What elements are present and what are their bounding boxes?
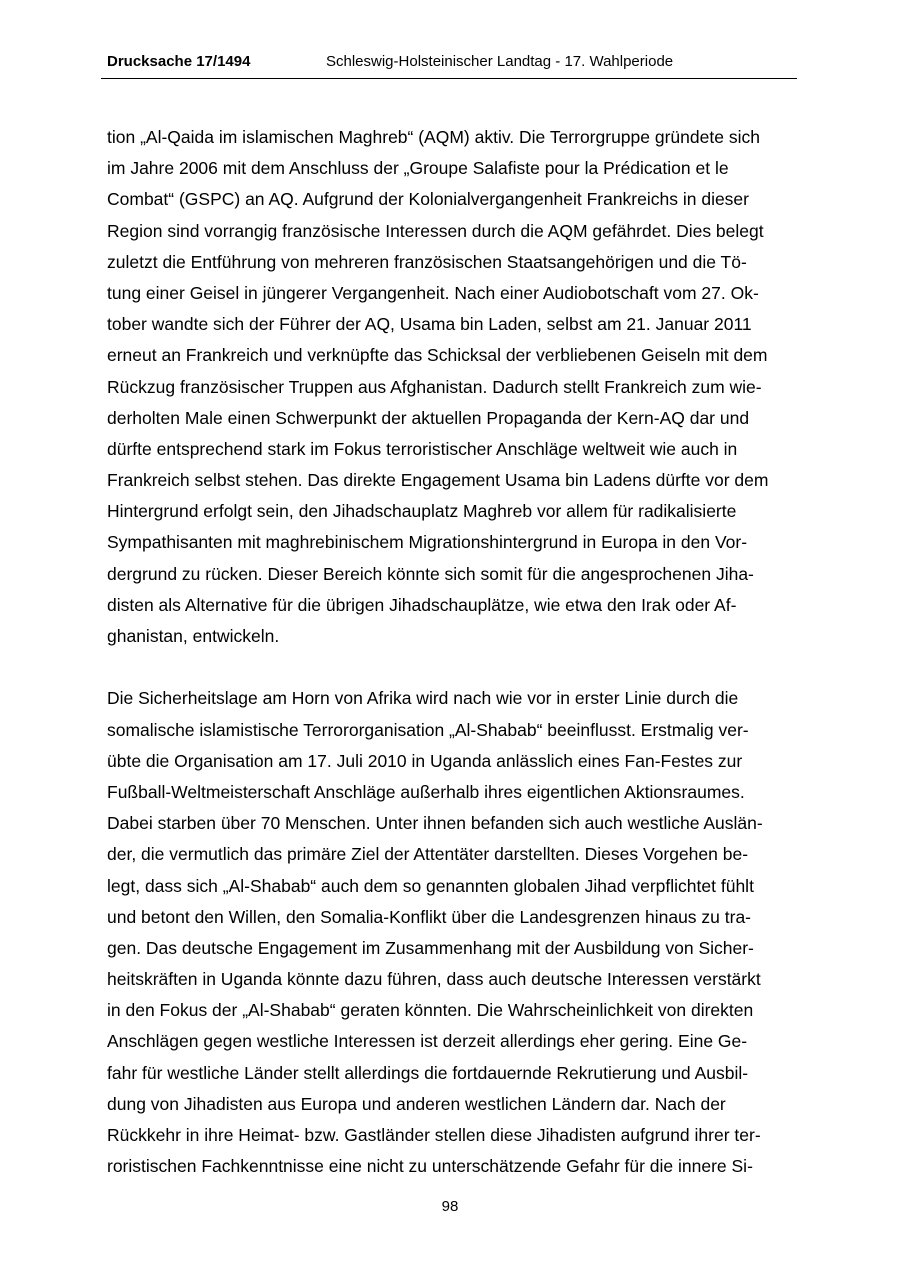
text-line: Frankreich selbst stehen. Das direkte Engagement Usama bin Ladens dürfte vor dem <box>107 470 769 491</box>
text-line: dergrund zu rücken. Dieser Bereich könnte sich somit für die angesprochenen Jiha- <box>107 563 754 584</box>
text-line: Rückkehr in ihre Heimat- bzw. Gastländer stellen diese Jihadisten aufgrund ihrer ter- <box>107 1125 761 1145</box>
text-line: in den Fokus der „Al-Shabab“ geraten könnten. Die Wahrscheinlichkeit von direkten <box>107 1000 754 1021</box>
text-line: Dabei starben über 70 Menschen. Unter ihnen befanden sich auch westliche Auslän- <box>107 813 763 834</box>
paragraph <box>107 122 807 652</box>
text-line: dürfte entsprechend stark im Fokus terroristischer Anschläge weltweit wie auch in <box>107 438 738 459</box>
text-line: Hintergrund erfolgt sein, den Jihadschauplatz Maghreb vor allem für radikalisierte <box>107 501 737 522</box>
text-line: Fußball-Weltmeisterschaft Anschläge außerhalb ihres eigentlichen Aktionsraumes. <box>107 781 745 802</box>
text-line: Sympathisanten mit maghrebinischem Migrationshintergrund in Europa in den Vor- <box>107 532 748 553</box>
text-line: fahr für westliche Länder stellt allerdings die fortdauernde Rekrutierung und Ausbil- <box>107 1062 749 1083</box>
text-line: und betont den Willen, den Somalia-Konflikt über die Landesgrenzen hinaus zu tra- <box>107 906 752 927</box>
text-line: Rückzug französischer Truppen aus Afghanistan. Dadurch stellt Frankreich zum wie- <box>107 376 762 397</box>
text-line: übte die Organisation am 17. Juli 2010 in Uganda anlässlich eines Fan-Festes zur <box>107 750 743 771</box>
document-number: Drucksache 17/1494 <box>107 53 251 70</box>
body-text <box>107 122 807 1182</box>
text-line: tung einer Geisel in jüngerer Vergangenheit. Nach einer Audiobotschaft vom 27. Ok- <box>107 282 759 303</box>
text-line: roristischen Fachkenntnisse eine nicht zu unterschätzende Gefahr für die innere Si- <box>107 1156 753 1177</box>
paragraph-gap <box>107 652 807 683</box>
text-line: zuletzt die Entführung von mehreren französischen Staatsangehörigen und die Tö- <box>107 251 747 272</box>
text-line: im Jahre 2006 mit dem Anschluss der „Groupe Salafiste pour la Prédication et le <box>107 158 729 179</box>
text-line: der, die vermutlich das primäre Ziel der Attentäter darstellten. Dieses Vorgehen be- <box>107 844 749 865</box>
text-line: disten als Alternative für die übrigen Jihadschauplätze, wie etwa den Irak oder Af- <box>107 594 737 615</box>
paragraph <box>107 683 807 1182</box>
text-line: Die Sicherheitslage am Horn von Afrika wird nach wie vor in erster Linie durch die <box>107 688 739 709</box>
page-header <box>101 52 797 79</box>
text-line: Region sind vorrangig französische Interessen durch die AQM gefährdet. Dies belegt <box>107 220 764 241</box>
text-line: tion „Al-Qaida im islamischen Maghreb“ (AQM) aktiv. Die Terrorgruppe gründete sich <box>107 127 760 147</box>
text-line: erneut an Frankreich und verknüpfte das Schicksal der verbliebenen Geiseln mit dem <box>107 345 768 366</box>
text-line: heitskräften in Uganda könnte dazu führen, dass auch deutsche Interessen verstärkt <box>107 969 761 990</box>
text-line: dung von Jihadisten aus Europa und anderen westlichen Ländern dar. Nach der <box>107 1093 726 1114</box>
text-line: Anschlägen gegen westliche Interessen ist derzeit allerdings eher gering. Eine Ge- <box>107 1031 748 1052</box>
text-line: gen. Das deutsche Engagement im Zusammenhang mit der Ausbildung von Sicher- <box>107 937 754 958</box>
text-line: Combat“ (GSPC) an AQ. Aufgrund der Kolonialvergangenheit Frankreichs in dieser <box>107 189 749 210</box>
text-line: derholten Male einen Schwerpunkt der aktuellen Propaganda der Kern-AQ dar und <box>107 407 750 428</box>
header-title: Schleswig-Holsteinischer Landtag - 17. Wahlperiode <box>326 53 674 70</box>
text-line: tober wandte sich der Führer der AQ, Usama bin Laden, selbst am 21. Januar 2011 <box>107 314 752 335</box>
text-line: somalische islamistische Terrororganisation „Al-Shabab“ beeinflusst. Erstmalig ver- <box>107 719 749 740</box>
text-line: ghanistan, entwickeln. <box>107 626 280 646</box>
text-line: legt, dass sich „Al-Shabab“ auch dem so genannten globalen Jihad verpflichtet fühlt <box>107 875 754 896</box>
page-number: 98 <box>441 1198 459 1215</box>
